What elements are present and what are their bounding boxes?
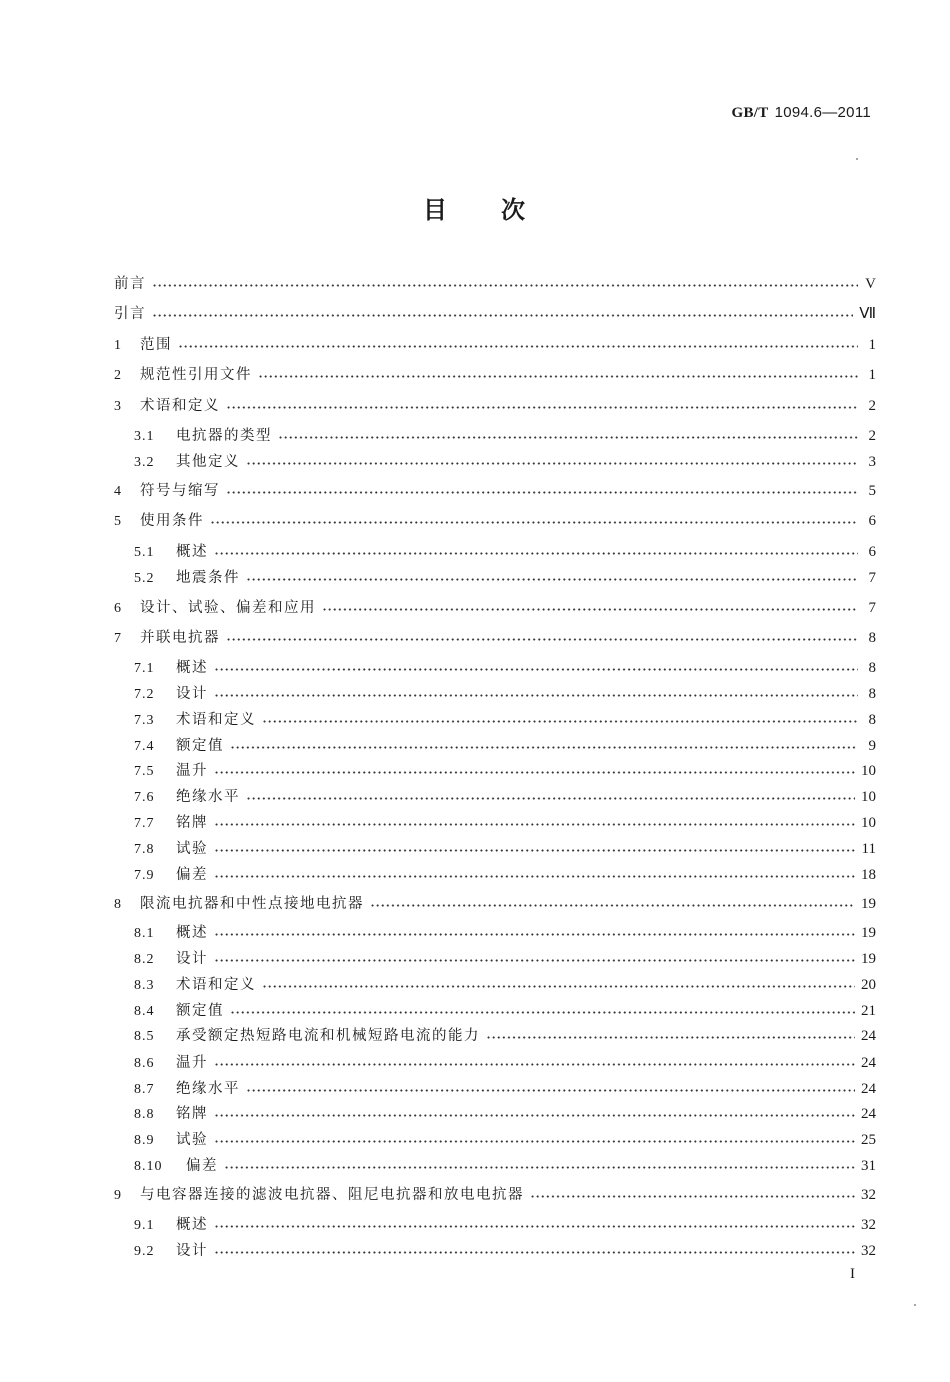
toc-entry-page: 25 [861,1132,876,1148]
toc-entry[interactable] [114,1183,876,1203]
toc-entry-page: 6 [868,544,876,560]
toc-entry-label: 概述 [176,925,208,941]
toc-entry-label: 限流电抗器和中性点接地电抗器 [140,896,364,912]
toc-entry-page: 20 [861,977,876,993]
dot-leader [230,1011,855,1014]
toc-entry-page: 32 [861,1243,876,1259]
toc-entry-page: 32 [861,1187,876,1203]
toc-entry[interactable] [114,892,876,912]
toc-entry-page: 32 [861,1217,876,1233]
dot-leader [226,491,858,494]
dot-leader [214,552,858,555]
toc-entry-label: 术语和定义 [176,712,256,728]
dot-leader [262,720,858,723]
toc-entry[interactable] [114,682,876,702]
toc-entry-page: 7 [868,600,876,616]
toc-entry-number: 7.3 [134,713,155,728]
toc-entry-number: 8.4 [134,1004,155,1019]
toc-entry-label: 承受额定热短路电流和机械短路电流的能力 [176,1028,480,1044]
toc-entry-number: 8.1 [134,926,155,941]
toc-entry-page: 21 [861,1003,876,1019]
toc-entry-label: 并联电抗器 [140,630,220,646]
toc-entry-page: 18 [861,867,876,883]
toc-entry[interactable] [114,785,876,805]
dot-leader [224,1166,855,1169]
toc-entry-number: 7.5 [134,764,155,779]
toc-entry-label: 温升 [176,763,208,779]
toc-entry-number: 9 [114,1188,121,1203]
toc-entry-number: 7.7 [134,816,155,831]
toc-entry-number: 7.9 [134,868,155,883]
dot-leader [226,638,858,641]
dot-leader [226,406,858,409]
dot-leader [486,1036,855,1039]
toc-entry[interactable] [114,272,876,292]
toc-entry[interactable] [114,999,876,1019]
toc-entry[interactable] [114,1239,876,1259]
toc-entry-page: 8 [868,712,876,728]
standard-number: 1094.6—2011 [774,104,871,121]
toc-entry-page: 10 [861,789,876,805]
toc-entry-number: 6 [114,601,121,616]
toc-entry-label: 铭牌 [176,1106,208,1122]
dot-leader [214,933,855,936]
toc-entry-number: 5.1 [134,545,155,560]
toc-entry-number: 8.10 [134,1159,163,1174]
toc-entry-page: 8 [868,660,876,676]
toc-entry-page: 7 [868,570,876,586]
toc-entry-label: 偏差 [176,867,208,883]
toc-entry-number: 8.2 [134,952,155,967]
toc-entry[interactable] [114,540,876,560]
toc-entry-number: 9.1 [134,1218,155,1233]
toc-entry-label: 其他定义 [176,454,240,470]
toc-entry-page: 5 [868,483,876,499]
dot-leader [246,797,855,800]
toc-entry-page: 24 [861,1028,876,1044]
toc-entry-number: 5 [114,514,121,529]
toc-entry-page: 3 [868,454,876,470]
toc-entry-label: 地震条件 [176,570,240,586]
toc-entry[interactable] [114,656,876,676]
toc-entry-number: 7.4 [134,739,155,754]
toc-entry[interactable] [114,947,876,967]
toc-entry-label: 规范性引用文件 [140,367,252,383]
toc-entry-label: 与电容器连接的滤波电抗器、阻尼电抗器和放电电抗器 [140,1187,524,1203]
toc-entry-number: 9.2 [134,1244,155,1259]
toc-entry[interactable] [114,837,876,857]
toc-entry-label: 温升 [176,1055,208,1071]
footer-page-number: I [850,1266,855,1282]
toc-entry-number: 4 [114,484,121,499]
dot-leader [214,668,858,671]
toc-entry-label: 绝缘水平 [176,1081,240,1097]
toc-entry-label: 设计、试验、偏差和应用 [140,600,316,616]
toc-entry-number: 2 [114,368,121,383]
dot-leader [152,314,853,317]
title-char-1: 目 [423,196,449,224]
toc-entry-number: 8.9 [134,1133,155,1148]
toc-entry[interactable] [114,302,876,322]
dot-leader [214,694,858,697]
toc-entry-label: 铭牌 [176,815,208,831]
toc-entry[interactable] [114,921,876,941]
toc-entry[interactable] [114,424,876,444]
toc-entry-label: 试验 [176,841,208,857]
toc-entry-number: 8 [114,897,121,912]
toc-entry-page: 10 [861,763,876,779]
dot-leader [214,1063,855,1066]
dot-leader [214,959,855,962]
toc-entry-label: 引言 [114,306,146,322]
page-title [0,190,950,225]
scan-speck [856,158,858,160]
toc-entry[interactable] [114,1024,876,1044]
toc-entry-page: 11 [861,841,876,857]
toc-entry-number: 5.2 [134,571,155,586]
toc-entry-number: 8.7 [134,1082,155,1097]
title-char-2: 次 [501,196,527,224]
toc-entry-label: 绝缘水平 [176,789,240,805]
dot-leader [214,1114,855,1117]
dot-leader [214,1140,855,1143]
toc-entry-label: 术语和定义 [176,977,256,993]
toc-entry-page: 19 [861,925,876,941]
dot-leader [178,345,858,348]
toc-entry[interactable] [114,363,876,383]
toc-entry-page: V [865,276,876,292]
toc-entry-label: 符号与缩写 [140,483,220,499]
toc-entry-page: 9 [868,738,876,754]
toc-entry[interactable] [114,1128,876,1148]
toc-entry-number: 7.6 [134,790,155,805]
toc-entry-page: 24 [861,1081,876,1097]
toc-entry-number: 7.8 [134,842,155,857]
toc-entry-number: 8.8 [134,1107,155,1122]
toc-entry[interactable] [114,708,876,728]
dot-leader [214,823,855,826]
toc-entry-page: 6 [868,513,876,529]
toc-entry[interactable] [114,626,876,646]
toc-entry-label: 前言 [114,276,146,292]
dot-leader [370,904,855,907]
toc-entry-number: 8.6 [134,1056,155,1071]
toc-entry-number: 3.1 [134,429,155,444]
toc-entry[interactable] [114,596,876,616]
toc-entry-label: 设计 [176,1243,208,1259]
toc-entry[interactable] [114,1213,876,1233]
dot-leader [246,462,858,465]
toc-entry[interactable] [114,1102,876,1122]
dot-leader [246,1089,855,1092]
toc-entry-page: 19 [861,896,876,912]
toc-entry[interactable] [114,509,876,529]
toc-entry-label: 概述 [176,1217,208,1233]
toc-entry[interactable] [114,973,876,993]
toc-entry[interactable] [114,863,876,883]
toc-entry-number: 8.3 [134,978,155,993]
toc-entry-page: 24 [861,1055,876,1071]
toc-entry-number: 7 [114,631,121,646]
toc-entry-label: 设计 [176,686,208,702]
toc-entry-page: Ⅶ [859,306,876,322]
toc-entry-label: 概述 [176,544,208,560]
toc-entry-number: 3.2 [134,455,155,470]
toc-entry-label: 额定值 [176,1003,224,1019]
toc-entry[interactable] [114,479,876,499]
toc-entry[interactable] [114,1051,876,1071]
toc-entry-page: 10 [861,815,876,831]
dot-leader [278,436,858,439]
toc-entry-label: 电抗器的类型 [176,428,272,444]
standard-prefix: GB/T [731,105,769,121]
toc-entry[interactable] [114,1077,876,1097]
toc-entry[interactable] [114,759,876,779]
dot-leader [214,1225,855,1228]
toc-entry-page: 2 [868,428,876,444]
dot-leader [530,1195,855,1198]
toc-entry[interactable] [114,394,876,414]
dot-leader [322,608,858,611]
toc-entry-label: 范围 [140,337,172,353]
dot-leader [152,284,858,287]
dot-leader [262,985,855,988]
toc-entry[interactable] [114,333,876,353]
toc-entry-page: 2 [868,398,876,414]
toc-entry-label: 偏差 [186,1158,218,1174]
toc-entry-number: 7.2 [134,687,155,702]
toc-entry-number: 1 [114,338,121,353]
toc-entry[interactable] [114,811,876,831]
toc-entry-page: 1 [868,337,876,353]
toc-entry-label: 术语和定义 [140,398,220,414]
dot-leader [214,875,855,878]
toc-entry-label: 试验 [176,1132,208,1148]
dot-leader [230,746,858,749]
toc-entry[interactable] [114,1154,876,1174]
dot-leader [246,578,858,581]
toc-entry[interactable] [114,566,876,586]
toc-entry-label: 使用条件 [140,513,204,529]
toc-entry-page: 24 [861,1106,876,1122]
toc-entry[interactable] [114,734,876,754]
toc-entry-page: 19 [861,951,876,967]
toc-entry-label: 设计 [176,951,208,967]
dot-leader [214,771,855,774]
scan-speck [914,1304,916,1306]
toc-entry-page: 8 [868,630,876,646]
toc-entry-label: 额定值 [176,738,224,754]
toc-entry[interactable] [114,450,876,470]
toc-entry-number: 8.5 [134,1029,155,1044]
standard-code [732,104,871,122]
dot-leader [258,375,858,378]
dot-leader [214,849,856,852]
toc-entry-number: 7.1 [134,661,155,676]
dot-leader [214,1251,855,1254]
toc-entry-page: 31 [861,1158,876,1174]
toc-entry-page: 1 [868,367,876,383]
dot-leader [210,521,858,524]
toc-entry-label: 概述 [176,660,208,676]
toc-entry-number: 3 [114,399,121,414]
toc-entry-page: 8 [868,686,876,702]
